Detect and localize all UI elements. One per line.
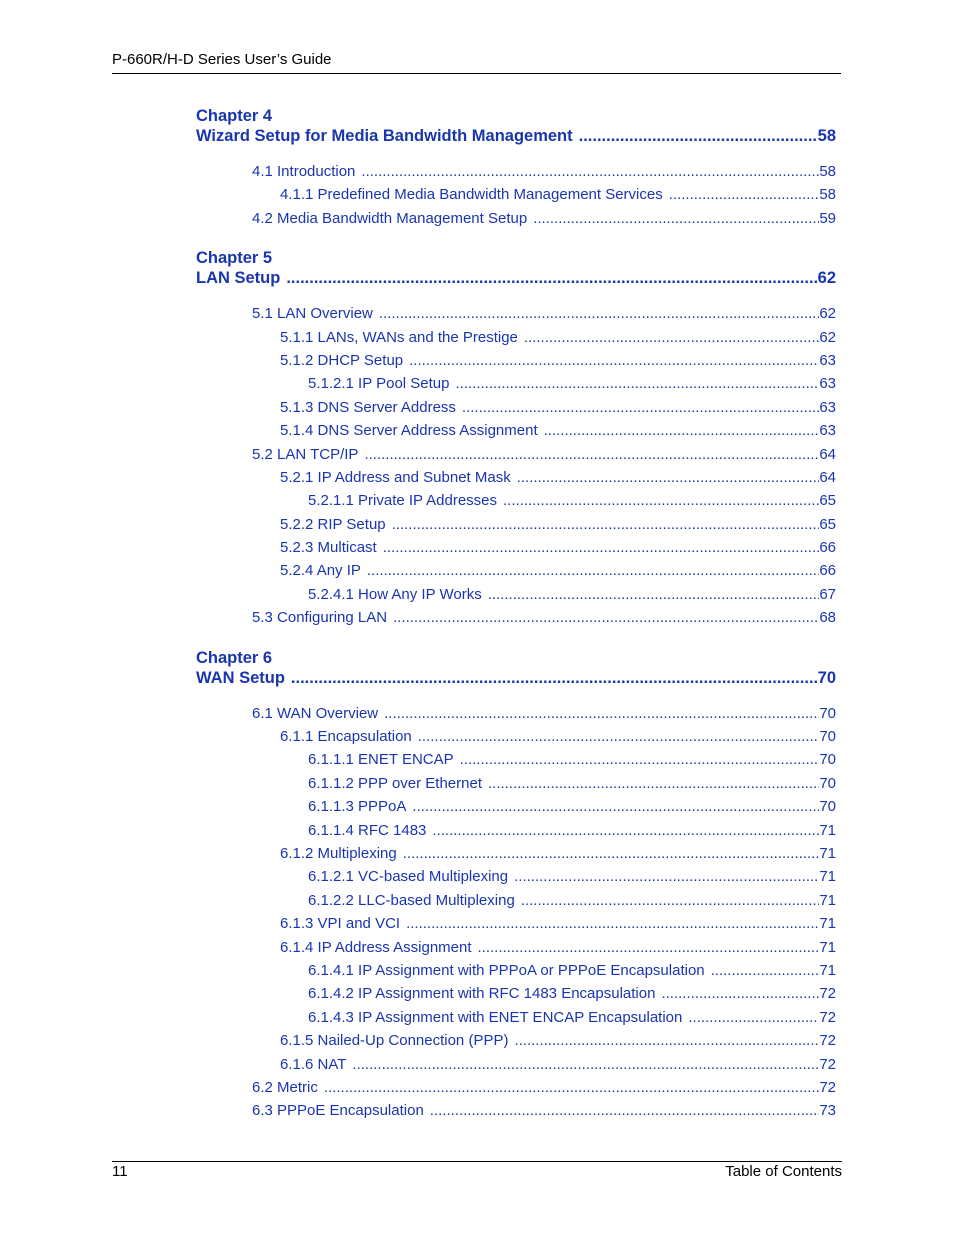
entry-list (196, 163, 836, 233)
dot-leader (392, 516, 820, 534)
toc-entry-page-number: 71 (819, 915, 836, 933)
toc-entry-title: 6.1.1.2 PPP over Ethernet (308, 774, 483, 792)
toc-entry-page-number: 70 (819, 798, 836, 816)
toc-entry[interactable] (196, 1102, 836, 1125)
dot-leader (383, 539, 820, 557)
dot-leader (393, 609, 819, 627)
toc-entry-title: 6.1.1.1 ENET ENCAP (308, 751, 454, 769)
toc-entry-title: 6.1.2 Multiplexing (280, 844, 397, 862)
toc-entry[interactable] (196, 375, 836, 398)
toc-entry-title: 5.3 Configuring LAN (252, 609, 388, 627)
toc-entry-page-number: 73 (819, 1102, 836, 1120)
toc-entry-page-number: 66 (819, 539, 836, 557)
toc-entry-title: 6.3 PPPoE Encapsulation (252, 1102, 424, 1120)
toc-entry[interactable] (196, 469, 836, 492)
dot-leader (488, 775, 819, 793)
chapter-title-link[interactable] (196, 126, 836, 146)
toc-entry-title: 5.2.1 IP Address and Subnet Mask (280, 468, 511, 486)
toc-entry-title: 5.1.2.1 IP Pool Setup (308, 375, 450, 393)
toc-entry-title: 5.2.4 Any IP (280, 562, 361, 580)
dot-leader (533, 210, 819, 228)
toc-entry-title: 6.1.3 VPI and VCI (280, 915, 401, 933)
dot-leader (367, 562, 819, 580)
toc-entry-title: 5.2.1.1 Private IP Addresses (308, 492, 498, 510)
toc-entry-page-number: 64 (819, 468, 836, 486)
chapter-label[interactable]: Chapter 4 (196, 107, 273, 125)
toc-entry-page-number: 71 (819, 891, 836, 909)
toc-entry[interactable] (196, 446, 836, 469)
chapter-title-link[interactable] (196, 668, 836, 688)
toc-entry-title: 6.1.1 Encapsulation (280, 728, 412, 746)
toc-entry-title: 6.1.2.1 VC-based Multiplexing (308, 868, 509, 886)
toc-entry-title: 6.1.6 NAT (280, 1055, 347, 1073)
dot-leader (406, 915, 819, 933)
toc-entry[interactable] (196, 845, 836, 868)
dot-leader (384, 705, 819, 723)
dot-leader (524, 329, 819, 347)
toc-entry-title: 5.1.2 DHCP Setup (280, 351, 404, 369)
toc-entry-page-number: 71 (819, 938, 836, 956)
toc-entry-title: 6.1.4.2 IP Assignment with RFC 1483 Encapsulation (308, 985, 656, 1003)
toc-entry[interactable] (196, 492, 836, 515)
toc-entry-title: 5.2 LAN TCP/IP (252, 445, 359, 463)
dot-leader (544, 422, 820, 440)
dot-leader (418, 728, 820, 746)
toc-entry[interactable] (196, 562, 836, 585)
dot-leader (669, 186, 820, 204)
toc-entry-page-number: 63 (819, 422, 836, 440)
toc-entry[interactable] (196, 516, 836, 539)
toc-entry[interactable] (196, 1056, 836, 1079)
toc-entry[interactable] (196, 915, 836, 938)
dot-leader (460, 751, 820, 769)
toc-entry[interactable] (196, 822, 836, 845)
toc-entry-page-number: 58 (819, 163, 836, 180)
toc-entry[interactable] (196, 329, 836, 352)
dot-leader (430, 1102, 820, 1120)
toc-entry-page-number: 58 (819, 186, 836, 204)
dot-leader (286, 268, 817, 288)
toc-entry-page-number: 63 (819, 398, 836, 416)
toc-entry-title: 5.1 LAN Overview (252, 305, 373, 323)
running-footer (112, 1161, 842, 1181)
dot-leader (412, 798, 819, 816)
toc-entry-title: 5.2.3 Multicast (280, 539, 377, 557)
dot-leader (521, 892, 820, 910)
toc-entry-page-number: 62 (819, 305, 836, 323)
toc-entry[interactable] (196, 586, 836, 609)
toc-entry-title: 5.1.3 DNS Server Address (280, 398, 456, 416)
toc-entry-title: 5.2.2 RIP Setup (280, 515, 386, 533)
toc-entry[interactable] (196, 962, 836, 985)
running-header (112, 51, 841, 74)
toc-entry-page-number: 65 (819, 515, 836, 533)
toc-entry[interactable] (196, 1009, 836, 1032)
toc-entry[interactable] (196, 1079, 836, 1102)
document-title: P-660R/H-D Series User’s Guide (112, 51, 332, 68)
toc-entry-title: 5.1.1 LANs, WANs and the Prestige (280, 328, 518, 346)
toc-entry-title: 4.1.1 Predefined Media Bandwidth Management Services (280, 186, 663, 204)
toc-entry[interactable] (196, 939, 836, 962)
chapter-title: WAN Setup (196, 668, 285, 687)
dot-leader (352, 1056, 819, 1074)
toc-entry-title: 6.1.1.3 PPPoA (308, 798, 407, 816)
toc-entry-page-number: 65 (819, 492, 836, 510)
dot-leader (432, 822, 819, 840)
toc-entry[interactable] (196, 210, 836, 233)
footer-section: Table of Contents (725, 1163, 842, 1180)
toc-entry-page-number: 64 (819, 445, 836, 463)
dot-leader (661, 985, 819, 1003)
toc-entry[interactable] (196, 892, 836, 915)
toc-entry-title: 6.2 Metric (252, 1078, 318, 1096)
dot-leader (711, 962, 820, 980)
toc-entry-page-number: 71 (819, 821, 836, 839)
toc-entry-title: 4.1 Introduction (252, 163, 356, 180)
toc-entry-page-number: 70 (819, 751, 836, 769)
toc-entry-title: 5.2.4.1 How Any IP Works (308, 585, 482, 603)
dot-leader (478, 939, 820, 957)
chapter-page-number: 58 (817, 127, 836, 145)
toc-entry[interactable] (196, 775, 836, 798)
toc-entry-title: 5.1.4 DNS Server Address Assignment (280, 422, 538, 440)
entry-list (196, 705, 836, 1126)
dot-leader (403, 845, 820, 863)
toc-entry-page-number: 71 (819, 868, 836, 886)
chapter-page-number: 62 (817, 269, 836, 288)
dot-leader (456, 375, 820, 393)
toc-entry[interactable] (196, 422, 836, 445)
toc-entry[interactable] (196, 609, 836, 632)
chapter-block (196, 648, 836, 1126)
toc-entry-page-number: 59 (819, 209, 836, 227)
dot-leader (379, 305, 819, 323)
dot-leader (462, 399, 819, 417)
page-number: 11 (112, 1163, 128, 1180)
dot-leader (514, 1032, 819, 1050)
toc-entry[interactable] (196, 352, 836, 375)
toc-entry-page-number: 66 (819, 562, 836, 580)
toc-entry-title: 6.1 WAN Overview (252, 704, 379, 722)
toc-entry-page-number: 70 (819, 728, 836, 746)
toc-entry[interactable] (196, 868, 836, 891)
dot-leader (291, 668, 818, 688)
toc-entry[interactable] (196, 705, 836, 728)
toc-entry-page-number: 70 (819, 774, 836, 792)
dot-leader (514, 868, 819, 886)
toc-entry[interactable] (196, 728, 836, 751)
toc-entry[interactable] (196, 1032, 836, 1055)
toc-entry[interactable] (196, 985, 836, 1008)
table-of-contents (196, 106, 836, 1141)
toc-entry[interactable] (196, 798, 836, 821)
toc-entry-page-number: 72 (819, 1008, 836, 1026)
toc-entry-page-number: 63 (819, 375, 836, 393)
toc-entry[interactable] (196, 186, 836, 209)
toc-entry-title: 4.2 Media Bandwidth Management Setup (252, 209, 528, 227)
toc-entry-page-number: 72 (819, 1055, 836, 1073)
toc-entry-page-number: 72 (819, 985, 836, 1003)
toc-entry[interactable] (196, 539, 836, 562)
dot-leader (409, 352, 819, 370)
toc-entry-page-number: 71 (819, 844, 836, 862)
chapter-title-link[interactable] (196, 268, 836, 288)
dot-leader (361, 163, 819, 181)
toc-entry-title: 6.1.4 IP Address Assignment (280, 938, 472, 956)
toc-entry-page-number: 63 (819, 351, 836, 369)
dot-leader (579, 126, 818, 146)
toc-entry-page-number: 72 (819, 1032, 836, 1050)
toc-entry-page-number: 71 (819, 961, 836, 979)
toc-entry-title: 6.1.4.1 IP Assignment with PPPoA or PPPoE Encapsulation (308, 961, 705, 979)
toc-entry-page-number: 67 (819, 585, 836, 603)
dot-leader (364, 446, 819, 464)
chapter-page-number: 70 (817, 668, 836, 687)
toc-entry-page-number: 72 (819, 1078, 836, 1096)
dot-leader (517, 469, 820, 487)
dot-leader (688, 1009, 819, 1027)
chapter-title: Wizard Setup for Media Bandwidth Management (196, 127, 573, 145)
toc-entry-title: 6.1.5 Nailed-Up Connection (PPP) (280, 1032, 509, 1050)
dot-leader (488, 586, 820, 604)
chapter-label[interactable]: Chapter 6 (196, 648, 273, 667)
dot-leader (324, 1079, 819, 1097)
chapter-label[interactable]: Chapter 5 (196, 249, 273, 268)
dot-leader (503, 492, 819, 510)
toc-entry-page-number: 68 (819, 609, 836, 627)
toc-entry-title: 6.1.2.2 LLC-based Multiplexing (308, 891, 515, 909)
toc-entry[interactable] (196, 399, 836, 422)
toc-entry[interactable] (196, 751, 836, 774)
toc-entry[interactable] (196, 305, 836, 328)
toc-entry[interactable] (196, 163, 836, 186)
chapter-title: LAN Setup (196, 269, 281, 288)
toc-entry-title: 6.1.4.3 IP Assignment with ENET ENCAP Encapsulation (308, 1008, 683, 1026)
toc-entry-title: 6.1.1.4 RFC 1483 (308, 821, 427, 839)
chapter-block (196, 106, 836, 233)
entry-list (196, 305, 836, 632)
toc-entry-page-number: 70 (819, 704, 836, 722)
chapter-block (196, 248, 836, 632)
toc-entry-page-number: 62 (819, 328, 836, 346)
